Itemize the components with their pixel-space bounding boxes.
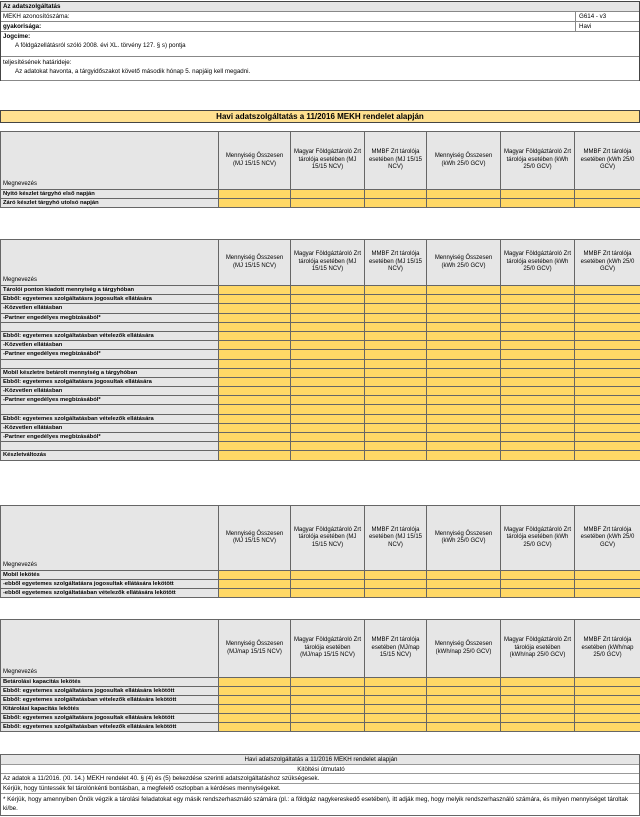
input-cell[interactable] (427, 396, 501, 405)
input-cell[interactable] (365, 687, 427, 696)
input-cell[interactable] (291, 571, 365, 580)
input-cell[interactable] (219, 687, 291, 696)
input-cell[interactable] (575, 451, 640, 460)
column-header: MMBF Zrt tárolója esetében (kWh 25/0 GCV) (575, 506, 640, 571)
table-row (1, 705, 640, 714)
input-cell[interactable] (365, 580, 427, 589)
table-row (1, 571, 640, 580)
table-row (1, 580, 640, 589)
input-cell[interactable] (501, 678, 575, 687)
input-cell[interactable] (219, 580, 291, 589)
input-cell[interactable] (291, 714, 365, 723)
input-cell[interactable] (291, 331, 365, 340)
input-cell[interactable] (291, 190, 365, 199)
column-header: Mennyiség Összesen (kWh 25/0 GCV) (427, 506, 501, 571)
input-cell[interactable] (501, 304, 575, 313)
input-cell[interactable] (427, 678, 501, 687)
table-row (1, 331, 640, 340)
input-cell[interactable] (291, 286, 365, 295)
table-row (1, 368, 640, 377)
input-cell[interactable] (291, 368, 365, 377)
row-label: -Közvetlen ellátásban (1, 341, 219, 350)
input-cell[interactable] (291, 405, 365, 414)
column-header: Magyar Földgáztároló Zrt tárolója esetében (MJ 15/15 NCV) (291, 132, 365, 190)
table-row (1, 414, 640, 423)
row-label: -Partner engedélyes megbízásából* (1, 313, 219, 322)
table-row (1, 678, 640, 687)
input-cell[interactable] (291, 723, 365, 732)
input-cell[interactable] (427, 368, 501, 377)
input-cell[interactable] (219, 368, 291, 377)
mekh-value: G614 - v3 (575, 12, 639, 21)
form-header (0, 1, 640, 81)
input-cell[interactable] (365, 387, 427, 396)
row-label: Ebből: egyetemes szolgáltatásra jogosultak ellátására (1, 377, 219, 386)
table-row (1, 723, 640, 732)
frequency-row (1, 22, 639, 32)
input-cell[interactable] (575, 359, 640, 368)
input-cell[interactable] (501, 571, 575, 580)
input-cell[interactable] (427, 589, 501, 598)
row-label: Mobil lekötés (1, 571, 219, 580)
input-cell[interactable] (501, 405, 575, 414)
column-header: Magyar Földgáztároló Zrt tárolója esetében (MJ/nap 15/15 NCV) (291, 620, 365, 678)
instructions-line-3: * Kérjük, hogy amennyiben Önök végzik a tárolási feladatokat egy másik rendszerhasználó számára (pl.: a földgáz nagykereskedő esetében), itt adják meg, hogy melyik rendszerhasználó számára, és milyen mennyiséget tároltak ki/be. (3, 796, 628, 812)
input-cell[interactable] (365, 313, 427, 322)
input-cell[interactable] (575, 304, 640, 313)
table-row (1, 341, 640, 350)
input-cell[interactable] (575, 387, 640, 396)
column-header: MMBF Zrt tárolója esetében (kWh/nap 25/0 GCV) (575, 620, 640, 678)
column-header: Mennyiség Összesen (MJ/nap 15/15 NCV) (219, 620, 291, 678)
input-cell[interactable] (365, 571, 427, 580)
input-cell[interactable] (291, 451, 365, 460)
input-cell[interactable] (575, 396, 640, 405)
input-cell[interactable] (219, 304, 291, 313)
input-cell[interactable] (219, 414, 291, 423)
input-cell[interactable] (291, 199, 365, 208)
input-cell[interactable] (575, 414, 640, 423)
row-label (1, 359, 219, 368)
input-cell[interactable] (575, 589, 640, 598)
input-cell[interactable] (365, 368, 427, 377)
input-cell[interactable] (365, 451, 427, 460)
input-cell[interactable] (219, 678, 291, 687)
input-cell[interactable] (365, 322, 427, 331)
input-cell[interactable] (575, 368, 640, 377)
input-cell[interactable] (291, 433, 365, 442)
input-cell[interactable] (219, 571, 291, 580)
mekh-row (1, 12, 639, 22)
input-cell[interactable] (501, 714, 575, 723)
row-label: Betárolási kapacitás lekötés (1, 678, 219, 687)
table-row (1, 696, 640, 705)
input-cell[interactable] (365, 696, 427, 705)
table-row (1, 589, 640, 598)
input-cell[interactable] (291, 313, 365, 322)
input-cell[interactable] (365, 199, 427, 208)
input-cell[interactable] (365, 678, 427, 687)
instructions-subtitle: Kitöltési útmutató (1, 765, 639, 774)
input-cell[interactable] (219, 714, 291, 723)
input-cell[interactable] (501, 580, 575, 589)
opening-closing-stock-table (0, 131, 640, 208)
column-header: Mennyiség Összesen (kWh/nap 25/0 GCV) (427, 620, 501, 678)
input-cell[interactable] (575, 687, 640, 696)
input-cell[interactable] (427, 387, 501, 396)
column-header: Magyar Földgáztároló Zrt tárolója esetében (MJ 15/15 NCV) (291, 506, 365, 571)
input-cell[interactable] (365, 341, 427, 350)
input-cell[interactable] (501, 377, 575, 386)
input-cell[interactable] (219, 190, 291, 199)
table-row (1, 199, 640, 208)
table-row (1, 286, 640, 295)
input-cell[interactable] (427, 580, 501, 589)
input-cell[interactable] (501, 687, 575, 696)
input-cell[interactable] (291, 687, 365, 696)
input-cell[interactable] (219, 442, 291, 451)
table-row (1, 433, 640, 442)
table-row (1, 451, 640, 460)
table-row (1, 405, 640, 414)
row-label: Készletváltozás (1, 451, 219, 460)
input-cell[interactable] (365, 723, 427, 732)
input-cell[interactable] (501, 322, 575, 331)
input-cell[interactable] (365, 331, 427, 340)
input-cell[interactable] (575, 405, 640, 414)
input-cell[interactable] (219, 387, 291, 396)
input-cell[interactable] (575, 199, 640, 208)
column-header: Magyar Földgáztároló Zrt tárolója esetében (MJ 15/15 NCV) (291, 240, 365, 286)
input-cell[interactable] (365, 414, 427, 423)
column-header: MMBF Zrt tárolója esetében (MJ 15/15 NCV) (365, 240, 427, 286)
input-cell[interactable] (291, 580, 365, 589)
input-cell[interactable] (219, 723, 291, 732)
input-cell[interactable] (219, 313, 291, 322)
input-cell[interactable] (291, 295, 365, 304)
header-title: Az adatszolgáltatás (1, 2, 639, 12)
input-cell[interactable] (365, 589, 427, 598)
input-cell[interactable] (219, 341, 291, 350)
input-cell[interactable] (291, 387, 365, 396)
input-cell[interactable] (365, 190, 427, 199)
input-cell[interactable] (501, 368, 575, 377)
table-row (1, 295, 640, 304)
input-cell[interactable] (219, 451, 291, 460)
input-cell[interactable] (427, 286, 501, 295)
input-cell[interactable] (427, 341, 501, 350)
instructions-line-1: Az adatok a 11/2016. (XI. 14.) MEKH rendelet 40. § (4) és (5) bekezdése szerinti adatszolgáltatáshoz szükségesek. (1, 774, 639, 784)
input-cell[interactable] (575, 714, 640, 723)
deadline-label: teljesítésének határideje: (3, 59, 72, 66)
withdrawal-injection-table (0, 239, 640, 461)
input-cell[interactable] (575, 295, 640, 304)
input-cell[interactable] (427, 433, 501, 442)
input-cell[interactable] (427, 322, 501, 331)
column-header: MMBF Zrt tárolója esetében (kWh 25/0 GCV) (575, 132, 640, 190)
row-label: Ebből: egyetemes szolgáltatásra jogosultak ellátására lekötött (1, 714, 219, 723)
input-cell[interactable] (575, 322, 640, 331)
table-row (1, 359, 640, 368)
input-cell[interactable] (575, 433, 640, 442)
input-cell[interactable] (427, 423, 501, 432)
input-cell[interactable] (501, 442, 575, 451)
column-header: MMBF Zrt tárolója esetében (kWh 25/0 GCV) (575, 240, 640, 286)
input-cell[interactable] (427, 723, 501, 732)
input-cell[interactable] (501, 423, 575, 432)
input-cell[interactable] (219, 589, 291, 598)
row-label: -Közvetlen ellátásban (1, 423, 219, 432)
input-cell[interactable] (365, 286, 427, 295)
input-cell[interactable] (427, 350, 501, 359)
row-label: -Közvetlen ellátásban (1, 304, 219, 313)
input-cell[interactable] (219, 359, 291, 368)
input-cell[interactable] (575, 580, 640, 589)
input-cell[interactable] (219, 405, 291, 414)
row-label: Ebből: egyetemes szolgáltatásban vételezők ellátására (1, 414, 219, 423)
table-row (1, 714, 640, 723)
column-header: Mennyiség Összesen (kWh 25/0 GCV) (427, 132, 501, 190)
row-label: Ebből: egyetemes szolgáltatásban vételezők ellátására (1, 331, 219, 340)
input-cell[interactable] (501, 723, 575, 732)
row-label: Kitárolási kapacitás lekötés (1, 705, 219, 714)
input-cell[interactable] (291, 396, 365, 405)
input-cell[interactable] (365, 433, 427, 442)
row-label (1, 322, 219, 331)
input-cell[interactable] (291, 341, 365, 350)
mekh-label: MEKH azonosítószáma: (3, 13, 70, 20)
row-label: Nyitó készlet tárgyhó első napján (1, 190, 219, 199)
instructions-box (0, 754, 640, 816)
legal-basis-row (1, 32, 639, 57)
table-row (1, 387, 640, 396)
name-column-header: Megnevezés (1, 240, 219, 286)
mobile-booking-table (0, 505, 640, 598)
input-cell[interactable] (365, 396, 427, 405)
row-label: -Partner engedélyes megbízásából* (1, 350, 219, 359)
input-cell[interactable] (219, 396, 291, 405)
input-cell[interactable] (427, 190, 501, 199)
column-header: Magyar Földgáztároló Zrt tárolója esetében (kWh/nap 25/0 GCV) (501, 620, 575, 678)
row-label: Ebből: egyetemes szolgáltatásban vételezők ellátására lekötött (1, 723, 219, 732)
input-cell[interactable] (427, 442, 501, 451)
capacity-booking-table (0, 619, 640, 732)
input-cell[interactable] (501, 589, 575, 598)
input-cell[interactable] (575, 705, 640, 714)
input-cell[interactable] (427, 714, 501, 723)
input-cell[interactable] (501, 359, 575, 368)
input-cell[interactable] (427, 405, 501, 414)
row-label (1, 442, 219, 451)
column-header: MMBF Zrt tárolója esetében (MJ 15/15 NCV) (365, 132, 427, 190)
input-cell[interactable] (365, 442, 427, 451)
input-cell[interactable] (365, 350, 427, 359)
report-banner: Havi adatszolgáltatás a 11/2016 MEKH rendelet alapján (0, 110, 640, 123)
input-cell[interactable] (501, 387, 575, 396)
row-label: Ebből: egyetemes szolgáltatásra jogosultak ellátására lekötött (1, 687, 219, 696)
input-cell[interactable] (427, 705, 501, 714)
input-cell[interactable] (291, 678, 365, 687)
input-cell[interactable] (501, 190, 575, 199)
table-row (1, 313, 640, 322)
input-cell[interactable] (219, 423, 291, 432)
name-column-header: Megnevezés (1, 506, 219, 571)
input-cell[interactable] (427, 414, 501, 423)
input-cell[interactable] (291, 304, 365, 313)
name-column-header: Megnevezés (1, 620, 219, 678)
input-cell[interactable] (427, 199, 501, 208)
input-cell[interactable] (427, 451, 501, 460)
input-cell[interactable] (427, 304, 501, 313)
input-cell[interactable] (219, 696, 291, 705)
row-label: Záró készlet tárgyhó utolsó napján (1, 199, 219, 208)
input-cell[interactable] (501, 433, 575, 442)
input-cell[interactable] (575, 723, 640, 732)
table-row (1, 442, 640, 451)
input-cell[interactable] (219, 350, 291, 359)
table-row (1, 350, 640, 359)
input-cell[interactable] (427, 687, 501, 696)
legal-basis-label: Jogcíme: (3, 33, 31, 40)
input-cell[interactable] (501, 414, 575, 423)
column-header: Mennyiség Összesen (MJ 15/15 NCV) (219, 132, 291, 190)
input-cell[interactable] (219, 433, 291, 442)
input-cell[interactable] (219, 377, 291, 386)
input-cell[interactable] (501, 331, 575, 340)
row-label: Mobil készletre betárolt mennyiség a tárgyhóban (1, 368, 219, 377)
input-cell[interactable] (427, 359, 501, 368)
frequency-value: Havi (575, 22, 639, 31)
input-cell[interactable] (291, 423, 365, 432)
row-label: -Partner engedélyes megbízásából* (1, 433, 219, 442)
input-cell[interactable] (291, 414, 365, 423)
row-label: Ebből: egyetemes szolgáltatásra jogosultak ellátására (1, 295, 219, 304)
input-cell[interactable] (427, 696, 501, 705)
legal-basis-value: A földgázellátásról szóló 2008. évi XL. törvény 127. § s) pontja (15, 42, 186, 49)
input-cell[interactable] (575, 377, 640, 386)
input-cell[interactable] (365, 705, 427, 714)
input-cell[interactable] (501, 295, 575, 304)
input-cell[interactable] (365, 295, 427, 304)
column-header: Magyar Földgáztároló Zrt tárolója esetében (kWh 25/0 GCV) (501, 506, 575, 571)
deadline-row (1, 57, 639, 81)
table-row (1, 190, 640, 199)
table-row (1, 687, 640, 696)
input-cell[interactable] (501, 396, 575, 405)
instructions-line-2: Kérjük, hogy tüntessék fel tárolónkénti bontásban, a megfelelő oszlopban a kérdéses mennyiségeket. (1, 784, 639, 794)
input-cell[interactable] (219, 322, 291, 331)
input-cell[interactable] (291, 696, 365, 705)
input-cell[interactable] (219, 705, 291, 714)
input-cell[interactable] (365, 714, 427, 723)
input-cell[interactable] (575, 190, 640, 199)
table-row (1, 396, 640, 405)
input-cell[interactable] (501, 696, 575, 705)
table-row (1, 377, 640, 386)
input-cell[interactable] (365, 405, 427, 414)
input-cell[interactable] (575, 696, 640, 705)
input-cell[interactable] (291, 377, 365, 386)
input-cell[interactable] (427, 295, 501, 304)
input-cell[interactable] (501, 199, 575, 208)
input-cell[interactable] (291, 359, 365, 368)
input-cell[interactable] (575, 571, 640, 580)
input-cell[interactable] (291, 705, 365, 714)
input-cell[interactable] (575, 423, 640, 432)
table-row (1, 304, 640, 313)
input-cell[interactable] (575, 442, 640, 451)
input-cell[interactable] (291, 589, 365, 598)
input-cell[interactable] (427, 377, 501, 386)
row-label: -ebből egyetemes szolgáltatásra jogosultak ellátására lekötött (1, 580, 219, 589)
row-label: Tárolói ponton kiadott mennyiség a tárgyhóban (1, 286, 219, 295)
row-label: Ebből: egyetemes szolgáltatásban vételezők ellátására lekötött (1, 696, 219, 705)
input-cell[interactable] (219, 295, 291, 304)
column-header: Mennyiség Összesen (MJ 15/15 NCV) (219, 506, 291, 571)
column-header: Magyar Földgáztároló Zrt tárolója esetében (kWh 25/0 GCV) (501, 132, 575, 190)
input-cell[interactable] (501, 451, 575, 460)
row-label: -Partner engedélyes megbízásából* (1, 396, 219, 405)
frequency-label: gyakorisága: (3, 23, 42, 30)
name-column-header: Megnevezés (1, 132, 219, 190)
input-cell[interactable] (575, 286, 640, 295)
input-cell[interactable] (501, 286, 575, 295)
instructions-title: Havi adatszolgáltatás a 11/2016 MEKH rendelet alapján (1, 755, 639, 765)
input-cell[interactable] (575, 313, 640, 322)
input-cell[interactable] (291, 350, 365, 359)
table-row (1, 322, 640, 331)
input-cell[interactable] (291, 442, 365, 451)
input-cell[interactable] (501, 705, 575, 714)
input-cell[interactable] (427, 331, 501, 340)
column-header: Mennyiség Összesen (MJ 15/15 NCV) (219, 240, 291, 286)
input-cell[interactable] (219, 199, 291, 208)
input-cell[interactable] (219, 331, 291, 340)
input-cell[interactable] (427, 571, 501, 580)
input-cell[interactable] (501, 341, 575, 350)
input-cell[interactable] (501, 350, 575, 359)
row-label: -Közvetlen ellátásban (1, 387, 219, 396)
input-cell[interactable] (365, 304, 427, 313)
input-cell[interactable] (575, 350, 640, 359)
column-header: Magyar Földgáztároló Zrt tárolója esetében (kWh 25/0 GCV) (501, 240, 575, 286)
column-header: Mennyiség Összesen (kWh 25/0 GCV) (427, 240, 501, 286)
column-header: MMBF Zrt tárolója esetében (MJ 15/15 NCV) (365, 506, 427, 571)
input-cell[interactable] (365, 423, 427, 432)
input-cell[interactable] (575, 341, 640, 350)
deadline-value: Az adatokat havonta, a tárgyidőszakot követő második hónap 5. napjáig kell megadni. (15, 68, 251, 75)
input-cell[interactable] (575, 678, 640, 687)
row-label (1, 405, 219, 414)
column-header: MMBF Zrt tárolója esetében (MJ/nap 15/15 NCV) (365, 620, 427, 678)
input-cell[interactable] (501, 313, 575, 322)
row-label: -ebből egyetemes szolgáltatásban vételezők ellátására lekötött (1, 589, 219, 598)
input-cell[interactable] (291, 322, 365, 331)
input-cell[interactable] (365, 377, 427, 386)
input-cell[interactable] (427, 313, 501, 322)
input-cell[interactable] (219, 286, 291, 295)
table-row (1, 423, 640, 432)
input-cell[interactable] (575, 331, 640, 340)
input-cell[interactable] (365, 359, 427, 368)
